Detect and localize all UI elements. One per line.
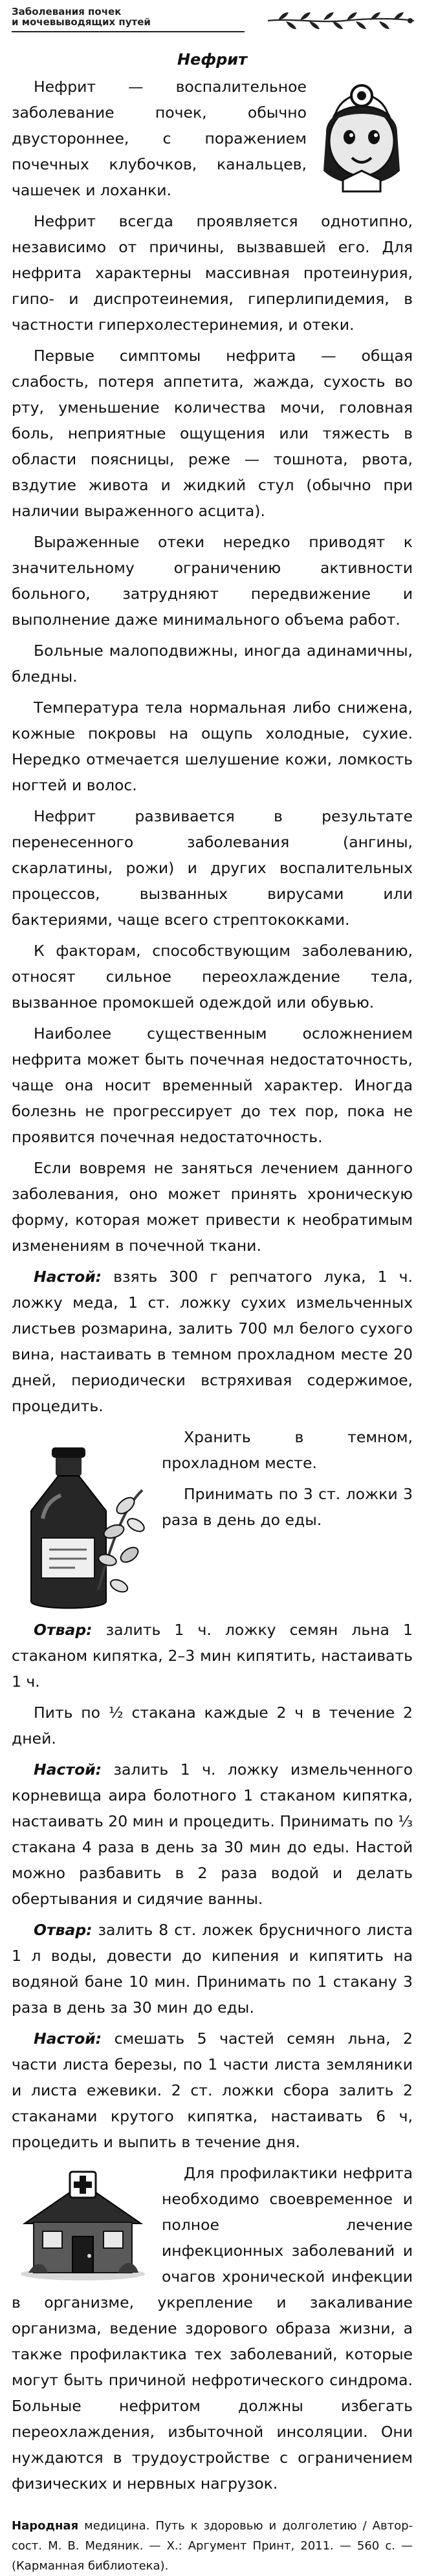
paragraph-1: Нефрит — воспалительное заболевание почек, обычно двустороннее, с поражением почечных клубочков, канальцев, чашечек и лоханки. bbox=[12, 78, 307, 199]
recipe-5 bbox=[12, 2026, 413, 2155]
closing-paragraph: Для профилактики нефрита необходимо своевременное и полное лечение инфекционных заболеваний и очагов хронической инфекции в организме, укрепление и закаливание организма, ведение здорового образа жизни, а также профилактика тех заболеваний, которые могут быть причиной нефротического синдрома. Больные нефритом должны избегать переохлаждения, избыточной инсоляции. Они нуждаются в трудоустройстве с ограничением физических и нервных нагрузок. bbox=[12, 2164, 413, 2493]
vine-ornament-icon bbox=[267, 6, 415, 35]
header-block bbox=[12, 6, 245, 32]
recipe-1 bbox=[12, 1264, 413, 1419]
citation-text: медицина. Путь к здоровью и долголетию / Автор-сост. М. В. Медяник. — Х.: Аргумент Принт, 2011. — 560 с. — (Карманная библиотека). bbox=[12, 2519, 413, 2573]
recipe-2-dosage: Пить по ½ стакана каждые 2 ч в течение 2 дней. bbox=[12, 1704, 413, 1748]
paragraph-8: К факторам, способствующим заболеванию, относят сильное переохлаждение тела, вызванное промокшей одеждой или обувью. bbox=[12, 942, 413, 1012]
paragraph-5: Больные малоподвижны, иногда адинамичны, бледны. bbox=[12, 642, 413, 686]
paragraph-10: Если вовремя не заняться лечением данного заболевания, оно может принять хроническую форму, которая может привести к необратимым изменениям в почечной ткани. bbox=[12, 1159, 413, 1255]
recipe-3 bbox=[12, 1757, 413, 1912]
recipe-5-label: Настой: bbox=[34, 2029, 102, 2048]
paragraph-7: Нефрит развивается в результате перенесенного заболевания (ангины, скарлатины, рожи) и других воспалительных процессов, вызванных вирусами или бактериями, чаще всего стрептококками. bbox=[12, 807, 413, 929]
recipe-2-label: Отвар: bbox=[34, 1621, 93, 1639]
paragraph-3: Первые симптомы нефрита — общая слабость, потеря аппетита, жажда, сухость во рту, уменьшение количества мочи, головная боль, неприятные ощущения или тяжесть в области поясницы, реже — тошнота, рвота, вздутие живота и жидкий стул (обычно при наличии выраженного асцита). bbox=[12, 347, 413, 520]
doctor-face-icon bbox=[311, 74, 413, 191]
paragraph-4: Выраженные отеки нередко приводят к значительному ограничению активности больного, затрудняют передвижение и выполнение даже минимального объема работ. bbox=[12, 533, 413, 629]
citation-bold: Народная bbox=[12, 2519, 79, 2533]
header-line-1: Заболевания почек bbox=[12, 6, 122, 17]
recipe-2-text: залить 1 ч. ложку семян льна 1 стаканом кипятка, 2–3 мин кипятить, настаивать 1 ч. bbox=[12, 1621, 413, 1691]
hospital-house-icon bbox=[16, 2164, 150, 2282]
recipe-1-dosage: Принимать по 3 ст. ложки 3 раза в день до еды. bbox=[162, 1485, 413, 1529]
recipe-1-text: взять 300 г репчатого лука, 1 ч. ложку меда, 1 ст. ложку сухих измельченных листьев розмарина, залить 700 мл белого сухого вина, настаивать в темном прохладном месте 20 дней, периодически встряхивая содержимое, процедить. bbox=[12, 1268, 413, 1415]
recipe-4-label: Отвар: bbox=[34, 1921, 93, 1939]
header-rule bbox=[12, 31, 245, 32]
recipe-4-text: залить 8 ст. ложек брусничного листа 1 л воды, довести до кипения и кипятить на водяной бане 10 мин. Принимать по 1 стакану 3 раза в день за 30 мин до еды. bbox=[12, 1921, 413, 2017]
paragraph-6: Температура тела нормальная либо снижена, кожные покровы на ощупь холодные, сухие. Нередко отмечается шелушение кожи, ломкость ногтей и волос. bbox=[12, 698, 413, 794]
recipe-1-storage: Хранить в темном, прохладном месте. bbox=[162, 1428, 413, 1472]
tincture-bottle-icon bbox=[16, 1428, 150, 1617]
recipe-3-label: Настой: bbox=[34, 1760, 102, 1779]
paragraph-2: Нефрит всегда проявляется однотипно, независимо от причины, вызвавшей его. Для нефрита характерны массивная протеинурия, гипо- и диспротеинемия, гиперлипидемия, в частности гиперхолестеринемия, и отеки. bbox=[12, 212, 413, 334]
paragraph-9: Наиболее существенным осложнением нефрита может быть почечная недостаточность, чаще она носит временный характер. Иногда болезнь не прогрессирует до тех пор, пока не проявится почечная недостаточность. bbox=[12, 1024, 413, 1146]
source-citation bbox=[12, 2516, 413, 2576]
header-line-2: и мочевыводящих путей bbox=[12, 16, 151, 28]
running-header bbox=[12, 0, 413, 35]
recipe-5-text: смешать 5 частей семян льна, 2 части листа березы, по 1 части листа земляники и листа ежевики. 2 ст. ложки сбора залить 2 стаканами крутого кипятка, настаивать 6 ч, процедить и выпить в течение дня. bbox=[12, 2029, 413, 2151]
recipe-1-label: Настой: bbox=[34, 1268, 102, 1286]
recipe-4 bbox=[12, 1917, 413, 2020]
recipe-2 bbox=[12, 1617, 413, 1694]
recipe-3-text: залить 1 ч. ложку измельченного корневища аира болотного 1 стаканом кипятка, настаивать 20 мин и процедить. Принимать по ⅓ стакана 4 раза в день за 30 мин до еды. Настой можно разбавить в 2 раза водой и делать обертывания и сидячие ванны. bbox=[12, 1760, 413, 1908]
article-title: Нефрит bbox=[177, 50, 248, 69]
